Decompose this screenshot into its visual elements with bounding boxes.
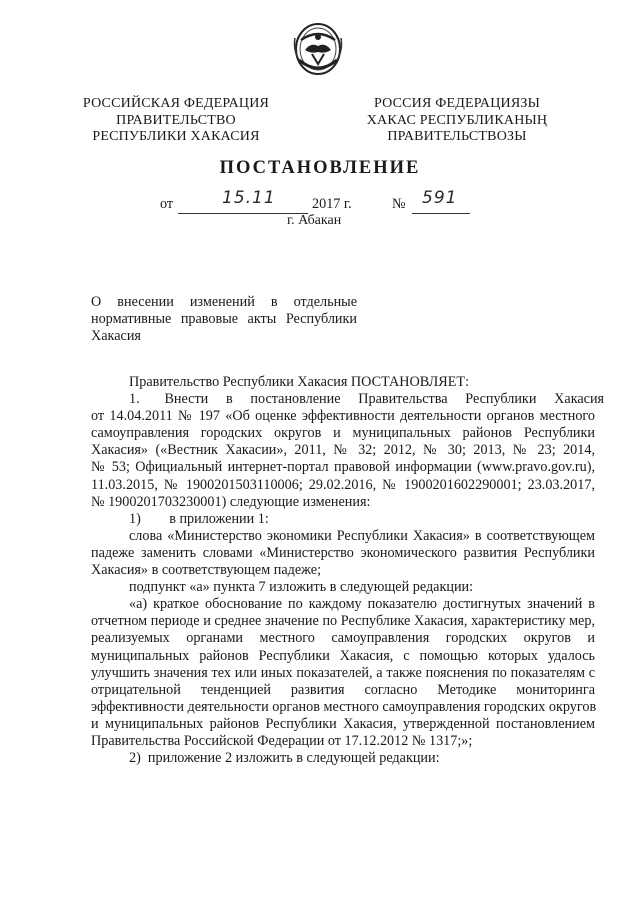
p4-line-5: улучшить значения тех или иных показателей, а также пояснения по показателям с [91, 664, 595, 681]
p1-line-3: самоуправления городских округов и муниципальных районов Республики [91, 425, 595, 442]
number-underline [412, 213, 470, 214]
date-prefix: от [160, 196, 174, 212]
p4-line-4: муниципальных районов Республики Хакасия, с помощью которых удалось [91, 647, 595, 664]
subject-line-3: Хакасия [91, 328, 141, 344]
item-1: 1) в приложении 1: [129, 510, 269, 527]
date-year: 2017 г. [312, 196, 352, 212]
p1-line-2: от 14.04.2011 № 197 «Об оценке эффективности деятельности органов местного [91, 408, 595, 425]
p1-line-5: № 53; Официальный интернет-портал правовой информации (www.pravo.gov.ru), [91, 459, 595, 476]
subject-line-1: О внесении изменений в отдельные [91, 294, 357, 310]
document-number-handwritten: 591 [422, 188, 458, 208]
p4-line-9: Правительства Российской Федерации от 17.12.2012 № 1317;»; [91, 732, 473, 749]
p4-line-1: «а) краткое обоснование по каждому показателю достигнутых значений в [129, 596, 595, 613]
document-body [91, 374, 605, 767]
p4-line-6: отрицательной тенденцией развития согласно Методике мониторинга [91, 681, 595, 698]
p1-line-6: 11.03.2015, № 1900201503110006; 29.02.2016, № 1900201602290001; 23.03.2017, [91, 476, 595, 493]
p2-line-2: падеже заменить словами «Министерство экономического развития Республики [91, 544, 595, 561]
p2-line-1: слова «Министерство экономики Республики Хакасия» в соответствующем [129, 527, 595, 544]
document-subject [91, 294, 357, 345]
header-right-line-3: ПРАВИТЕЛЬСТВОЗЫ [387, 129, 527, 144]
number-sign: № [392, 196, 406, 212]
header-left-line-1: РОССИЙСКАЯ ФЕДЕРАЦИЯ [82, 96, 270, 111]
date-handwritten: 15.11 [222, 188, 276, 208]
header-right [352, 96, 562, 146]
document-title: ПОСТАНОВЛЕНИЕ [219, 158, 421, 178]
p3: подпункт «а» пункта 7 изложить в следующей редакции: [129, 579, 474, 596]
coat-of-arms-emblem [287, 20, 349, 78]
p4-line-3: реализуемых органами местного самоуправления городских округов и [91, 630, 595, 647]
p2-line-3: Хакасия» в соответствующем падеже; [91, 562, 322, 579]
item-2: 2) приложение 2 изложить в следующей редакции: [129, 750, 440, 767]
p1-line-1: 1. Внести в постановление Правительства Республики Хакасия [129, 391, 605, 408]
p4-line-8: и муниципальных районов Республики Хакасия, утвержденной постановлением [91, 715, 595, 732]
p1-line-4: Хакасия» («Вестник Хакасии», 2011, № 32; 2012, № 30; 2013, № 23; 2014, [91, 442, 595, 459]
header-left-line-2: ПРАВИТЕЛЬСТВО [116, 112, 236, 128]
header-right-line-2: ХАКАС РЕСПУБЛИКАНЫҢ [366, 112, 548, 128]
header-left [71, 96, 281, 146]
p1-line-7: № 1900201703230001) следующие изменения: [91, 493, 371, 510]
p4-line-7: эффективности деятельности органов местного самоуправления городских округов [91, 698, 597, 715]
header-right-line-1: РОССИЯ ФЕДЕРАЦИЯЗЫ [373, 96, 541, 111]
header-left-line-3: РЕСПУБЛИКИ ХАКАСИЯ [92, 129, 260, 144]
subject-line-2: нормативные правовые акты Республики [91, 311, 357, 327]
preamble: Правительство Республики Хакасия ПОСТАНОВЛЯЕТ: [129, 374, 470, 390]
p4-line-2: отчетном периоде и среднее значение по Республике Хакасия, характеристику мер, [91, 613, 595, 630]
city: г. Абакан [287, 213, 342, 228]
